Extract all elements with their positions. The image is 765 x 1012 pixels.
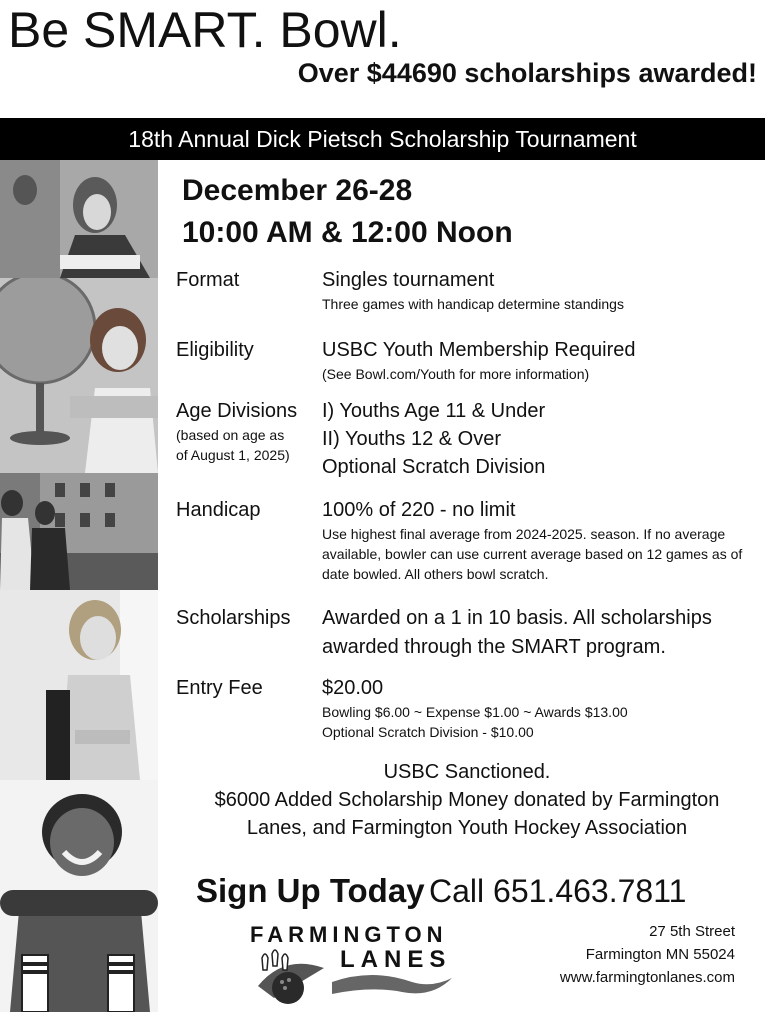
signup-text: Sign Up Today: [196, 872, 425, 909]
photo-girl-backpack: [0, 590, 158, 780]
age-divisions-row: [176, 397, 758, 481]
address-block: [560, 920, 735, 989]
handicap-label: Handicap: [176, 499, 261, 521]
age-divisions-label: Age Divisions: [176, 400, 298, 422]
photo-student-reading: [0, 160, 158, 278]
logo-word-lanes: LANES: [340, 946, 452, 973]
eligibility-note: (See Bowl.com/Youth for more information): [322, 366, 590, 382]
scholarships-value: [322, 604, 758, 662]
entry-fee-main: $20.00: [322, 677, 384, 699]
sanction-block: [176, 758, 758, 842]
format-value: [322, 266, 762, 314]
age-division-item: I) Youths Age 11 & Under: [322, 400, 546, 422]
handicap-value: [322, 496, 762, 584]
age-division-item: Optional Scratch Division: [322, 456, 546, 478]
address-city: Farmington MN 55024: [585, 946, 735, 963]
phone-number[interactable]: Call 651.463.7811: [429, 873, 687, 909]
scholarships-main: Awarded on a 1 in 10 basis. All scholarships awarded through the SMART program.: [322, 607, 712, 658]
logo-swoosh-icon: [332, 972, 452, 1002]
age-divisions-label-block: [176, 397, 297, 465]
sanction-line-1: USBC Sanctioned.: [383, 761, 551, 783]
headline: Be SMART. Bowl.: [8, 2, 402, 58]
signup-call-to-action: [196, 872, 686, 910]
format-row: [176, 266, 758, 316]
sanction-line-3: Lanes, and Farmington Youth Hockey Association: [246, 817, 688, 839]
age-divisions-note-2: of August 1, 2025): [176, 447, 290, 463]
tournament-banner: 18th Annual Dick Pietsch Scholarship Tournament: [0, 118, 765, 160]
photo-students-campus: [0, 473, 158, 590]
age-divisions-value: [322, 397, 762, 481]
subhead: Over $44690 scholarships awarded!: [297, 58, 757, 88]
scholarships-row: [176, 604, 758, 664]
event-dates-block: [182, 170, 513, 254]
farmington-lanes-logo: [248, 920, 458, 1006]
entry-fee-row: [176, 674, 758, 746]
age-divisions-note-1: (based on age as: [176, 427, 285, 443]
handicap-note: Use highest final average from 2024-2025. season. If no average available, bowler can use current average based on 12 games as of date bowled. All others bowl scratch.: [322, 526, 743, 582]
entry-fee-note-2: Optional Scratch Division - $10.00: [322, 724, 534, 740]
photo-smiling-boy: [0, 780, 158, 1012]
eligibility-main: USBC Youth Membership Required: [322, 339, 636, 361]
event-times: 10:00 AM & 12:00 Noon: [182, 216, 513, 249]
address-street: 27 5th Street: [649, 923, 735, 940]
eligibility-row: [176, 336, 758, 388]
event-dates: December 26-28: [182, 174, 413, 207]
handicap-row: [176, 496, 758, 588]
handicap-main: 100% of 220 - no limit: [322, 499, 516, 521]
photo-girl-globe: [0, 278, 158, 473]
format-main: Singles tournament: [322, 269, 495, 291]
age-division-item: II) Youths 12 & Over: [322, 428, 501, 450]
bowling-ball-pins-icon: [254, 946, 344, 1006]
entry-fee-note-1: Bowling $6.00 ~ Expense $1.00 ~ Awards $13.00: [322, 704, 628, 720]
format-note: Three games with handicap determine standings: [322, 296, 624, 312]
entry-fee-label: Entry Fee: [176, 677, 263, 699]
entry-fee-value: [322, 674, 762, 742]
logo-word-farmington: FARMINGTON: [250, 922, 448, 947]
scholarships-label: Scholarships: [176, 607, 291, 629]
website-link[interactable]: www.farmingtonlanes.com: [559, 969, 735, 986]
format-label: Format: [176, 269, 240, 291]
sanction-line-2: $6000 Added Scholarship Money donated by Farmington: [214, 789, 720, 811]
photo-column: [0, 160, 158, 1012]
eligibility-label: Eligibility: [176, 339, 254, 361]
eligibility-value: [322, 336, 762, 384]
